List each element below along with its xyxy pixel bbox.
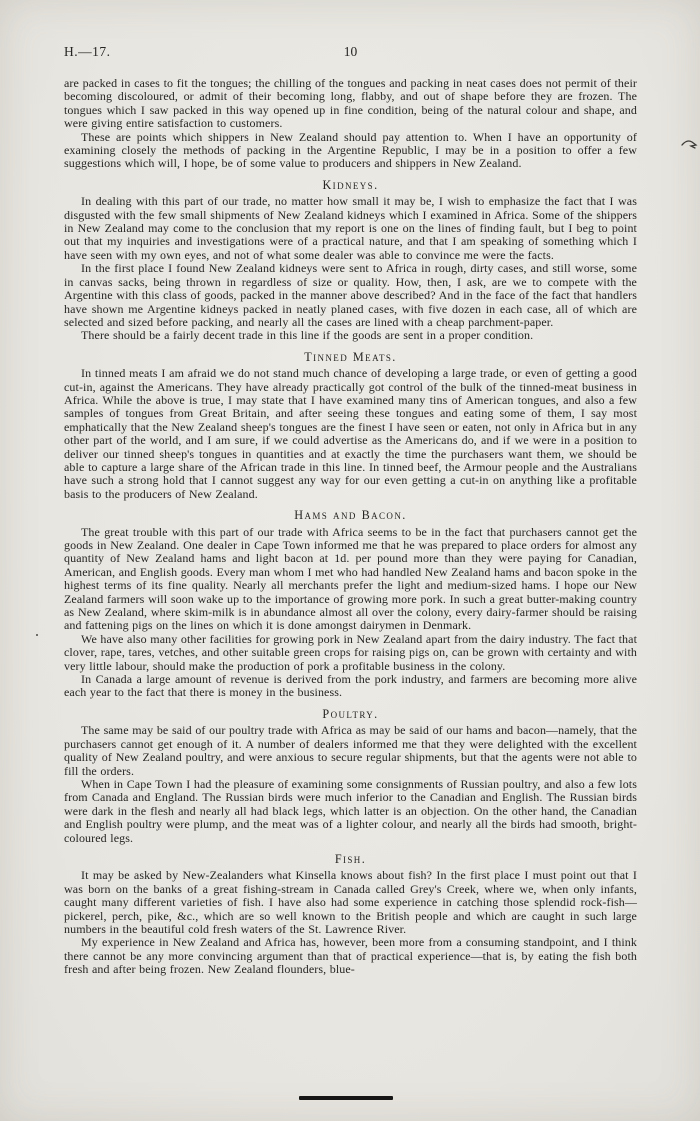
paragraph-tinned-meats: In tinned meats I am afraid we do not stand much chance of developing a large trade, or even of getting a good cut-in, against the Americans. They have already practically got control of the bulk of the tinned-meat business in Africa. While the above is true, I may state that I have examined many tins of American tongues, and also a few samples of tongues from Great Britain, and after seeing these tongues and eating some of them, I say most emphatically that the New Zealand sheep's tongues are the finest I have seen or eaten, not only in Africa but in any other part of the world, and I am sure, if we could advertise as the Americans do, and if we were in a position to deliver our tinned sheep's tongues in quantities and at exactly the time the purchasers want them, we should be able to capture a large share of the African trade in this line. In tinned beef, the Armour people and the Australians have such a strong hold that I cannot suggest any way for our even getting a cut-in on anything like a profitable basis to the producers of New Zealand. <box>64 366 637 501</box>
paragraph-pork-facilities: We have also many other facilities for growing pork in New Zealand apart from the dairy industry. The fact that clover, rape, tares, vetches, and other suitable green crops for raising pigs on, can be grown with certainty and with very little labour, should make the production of pork a profitable business in the colony. <box>64 631 637 673</box>
scan-artifact-bar <box>299 1096 393 1100</box>
section-heading-poultry: Poultry. <box>322 706 379 721</box>
paragraph-fish-kinsella: It may be asked by New-Zealanders what Kinsella knows about fish? In the first place I must point out that I was born on the banks of a great fishing-stream in Canada called Grey's Creek, where we, when only infants, caught many different varieties of fish. I have also had some experience in catching those splendid rock-fish—pickerel, perch, pike, &c., which are so well known to the British people and which are caught in such large numbers in the beautiful cold fresh waters of the St. Lawrence River. <box>64 868 637 936</box>
paragraph-poultry-russian: When in Cape Town I had the pleasure of examining some consignments of Russian poultry, and also a few lots from Canada and England. The Russian birds were much inferior to the Canadian and English. The Russian birds were dark in the flesh and nearly all had black legs, which latter is an objection. On the other hand, the Canadian and English poultry were plump, and the meat was of a lighter colour, and nearly all the birds had smooth, bright-coloured legs. <box>64 776 637 845</box>
page-number: 10 <box>343 44 358 59</box>
paragraph-canada-pork-revenue: In Canada a large amount of revenue is derived from the pork industry, and farmers are becoming more alive each year to the fact that there is money in the business. <box>64 672 637 700</box>
paragraph-fish-experience: My experience in New Zealand and Africa has, however, been more from a consuming standpoint, and I think there cannot be any more convincing argument than that of practical experience—that is, by eating the fish both fresh and after being frozen. New Zealand flounders, blue- <box>64 935 637 977</box>
document-reference: H.—17. <box>64 44 111 59</box>
document-body <box>64 77 637 977</box>
section-heading-hams-and-bacon: Hams and Bacon. <box>294 508 407 523</box>
page-header <box>64 44 637 62</box>
paragraph-poultry-demand: The same may be said of our poultry trade with Africa as may be said of our hams and bacon—namely, that the purchasers cannot get enough of it. A number of dealers informed me that they were delighted with the excellent quality of New Zealand poultry, and were anxious to secure regular shipments, but that the agents were not able to fill the orders. <box>64 723 637 778</box>
paragraph-kidneys-disgusted: In dealing with this part of our trade, no matter how small it may be, I wish to emphasize the fact that I was disgusted with the few small shipments of New Zealand kidneys which I examined in Africa. Some of the shippers in New Zealand may come to the conclusion that my report is one on the lines of finding fault, but I beg to point out that my inquiries and investigations were of a practical nature, and that I am speaking of something which I have seen with my own eyes, and not of what some dealer was able to convince me were the facts. <box>64 194 637 262</box>
ink-mark-artifact <box>681 137 699 153</box>
paragraph-hams-trouble: The great trouble with this part of our trade with Africa seems to be in the fact that purchasers cannot get the goods in New Zealand. One dealer in Cape Town informed me that he was prepared to place orders for almost any quantity of New Zealand hams and light bacon at 1d. per pound more than they were paying for Canadian, American, and English goods. Every man whom I met who had handled New Zealand hams and bacon spoke in the highest terms of its fine quality. Nearly all merchants prefer the light and medium-sized hams. I hope our New Zealand farmers will soon wake up to the importance of growing more pork. In such a great butter-making country as New Zealand, where skim-milk is in abundance almost all over the colony, every dairy-farmer should be raising and fattening pigs on the lines on which it is done amongst dairymen in Denmark. <box>64 524 637 633</box>
paragraph-tongues-packing: are packed in cases to fit the tongues; the chilling of the tongues and packing in neat cases does not permit of their becoming discoloured, or admit of their becoming long, flabby, and out of shape before they are frozen. The tongues which I saw packed in this way opened up in fine condition, being of the natural colour and shape, and were giving entire satisfaction to customers. <box>64 76 637 131</box>
section-heading-fish: Fish. <box>334 851 367 866</box>
paragraph-shippers-attention: These are points which shippers in New Zealand should pay attention to. When I have an opportunity of examining closely the methods of packing in the Argentine Republic, I may be in a position to offer a few suggestions which will, I hope, be of some value to producers and shippers in New Zealand. <box>64 129 637 171</box>
stray-ink-dot <box>36 634 38 636</box>
paragraph-kidneys-rough-cases: In the first place I found New Zealand kidneys were sent to Africa in rough, dirty cases, and still worse, some in canvas sacks, being thrown in regardless of size or quality. How, then, I ask, are we to compete with the Argentine with this class of goods, packed in the manner above described? And in the face of the fact that handlers have shown me Argentine kidneys packed in neatly planed cases, with five dozen in each case, all of which are selected and sized before packing, and nearly all the cases are lined with a cheap parchment-paper. <box>64 261 637 329</box>
paragraph-kidneys-decent-trade: There should be a fairly decent trade in this line if the goods are sent in a proper condition. <box>81 328 534 343</box>
section-heading-tinned-meats: Tinned Meats. <box>304 349 397 364</box>
section-heading-kidneys: Kidneys. <box>322 177 379 192</box>
